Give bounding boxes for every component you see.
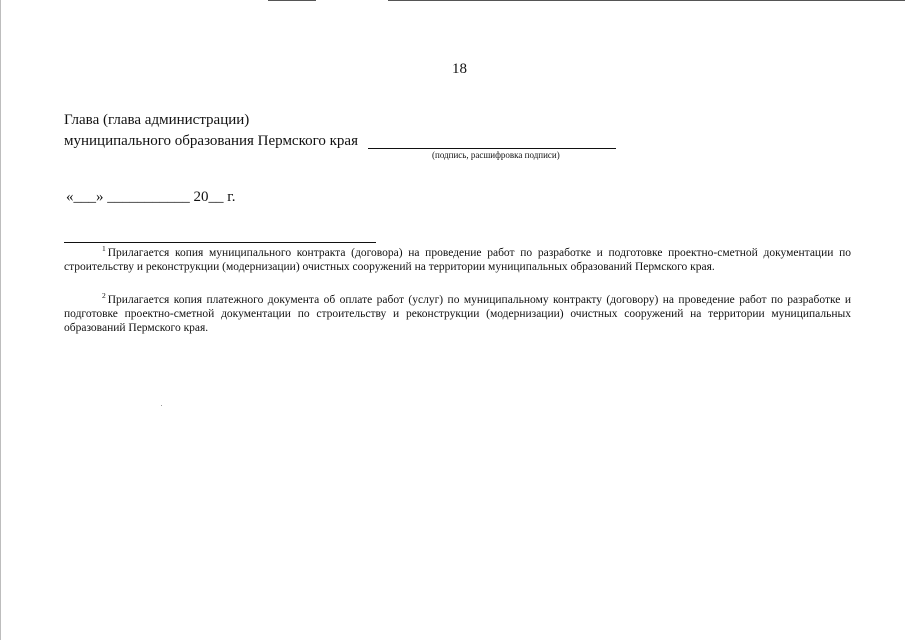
footnote-1 (64, 246, 851, 274)
signatory-title-line-1: Глава (глава администрации) (64, 112, 250, 128)
footnote-2 (64, 293, 851, 335)
footnote-text: Прилагается копия муниципального контракта (договора) на проведение работ по разработке и подготовке проектно-сметной документации по строительству и реконструкции (модернизации) очистных сооружений на территории муниципальных образований Пермского края. (64, 247, 851, 273)
date-line: «___» ___________ 20__ г. (66, 189, 236, 205)
scan-left-edge (0, 0, 1, 640)
top-rule-segment (388, 0, 905, 1)
signature-caption: (подпись, расшифровка подписи) (432, 150, 560, 160)
page-number: 18 (452, 61, 467, 77)
footnote-marker: 2 (102, 291, 106, 300)
signature-line (368, 148, 616, 149)
footnote-marker: 1 (102, 244, 106, 253)
footnote-text: Прилагается копия платежного документа об оплате работ (услуг) по муниципальному контракту (договору) на проведение работ по разработке и подготовке проектно-сметной документации по строительству и реконструкции (модернизации) очистных сооружений на территории муниципальных образований Пермского края. (64, 294, 851, 334)
top-rule-segment (268, 0, 316, 1)
footnote-separator (64, 242, 376, 243)
signatory-title-line-2: муниципального образования Пермского края (64, 133, 358, 149)
scan-speck (161, 405, 162, 406)
